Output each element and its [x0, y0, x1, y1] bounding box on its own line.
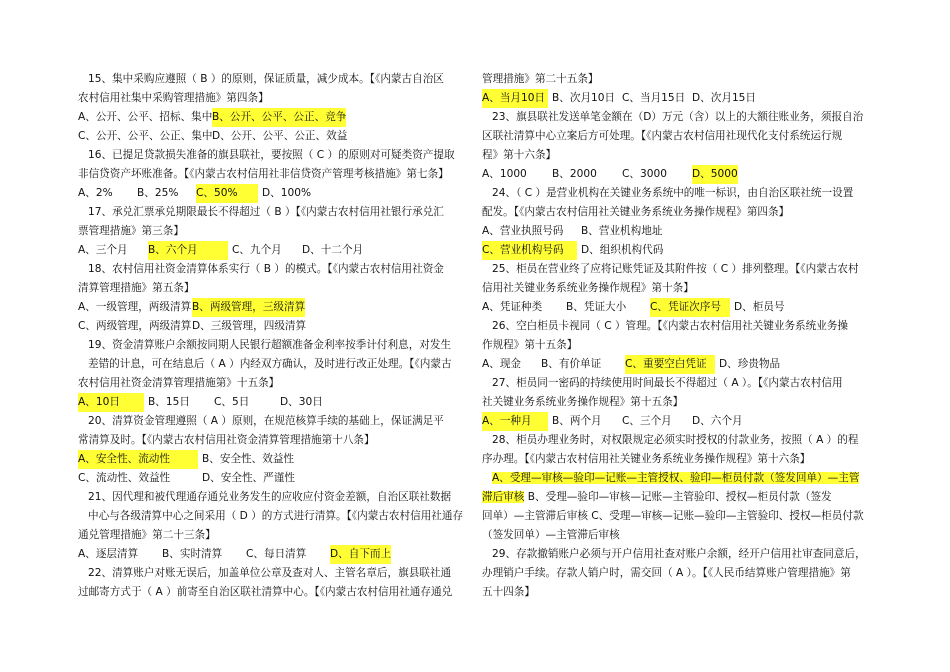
answer-option: C、5日: [214, 396, 250, 408]
correct-answer-highlight: 滞后审核: [482, 491, 525, 503]
question-text-line: [482, 317, 898, 336]
question-text-line: [78, 526, 478, 545]
answer-option: C、三个月: [622, 415, 672, 427]
left-column: [78, 70, 478, 602]
line-text: 26、空白柜员卡视同（ C ）管理。【《内蒙古农村信用社关键业务系统业务操: [492, 320, 849, 332]
answer-options-line: [482, 89, 898, 108]
question-text-line: [78, 89, 478, 108]
line-text: 29、存款撤销账户必须与开户信用社查对账户余额，经开户信用社审查同意后，: [492, 548, 866, 560]
answer-options-line: [78, 393, 478, 412]
line-text: 社关键业务系统业务操作规程》第十五条】: [482, 396, 684, 408]
correct-answer-option: C、重要空白凭证: [625, 355, 715, 374]
question-text-line: [482, 203, 898, 222]
line-text: 序办理。【《内蒙古农村信用社关键业务系统业务操作规程》第十六条】: [482, 453, 811, 465]
line-text: 过邮寄方式于（ A ）前寄至自治区联社清算中心。【《内蒙古农村信用社通存通兑: [78, 586, 453, 598]
question-text-line: [78, 203, 478, 222]
answer-option: D、珍贵物品: [719, 358, 781, 370]
answer-option: A、公开、公平、招标、集中: [78, 111, 213, 123]
answer-option: D、柜员号: [734, 301, 785, 313]
answer-option: C、流动性、效益性: [78, 472, 171, 484]
question-text-line: [482, 374, 898, 393]
correct-answer-option: D、自下而上: [330, 545, 391, 564]
correct-answer-option: A、一种月: [482, 412, 548, 431]
answer-option: A、2%: [78, 187, 113, 199]
line-text: 清算管理措施》第五条】: [78, 282, 195, 294]
question-text-line: [482, 127, 898, 146]
answer-options-line: [482, 355, 898, 374]
line-text: 18、农村信用社资金清算体系实行（ B ）的模式。【《内蒙古农村信用社资金: [88, 263, 444, 275]
answer-option: A、营业执照号码: [482, 225, 564, 237]
question-text-line: [78, 374, 478, 393]
question-text-line: [482, 431, 898, 450]
answer-option: B、2000: [552, 168, 597, 180]
correct-answer-option: B、六个月: [148, 241, 228, 260]
answer-option: D、六个月: [692, 415, 743, 427]
question-text-line: [78, 222, 478, 241]
line-text: 差错的计息，可在结息后（ A ）内经双方确认，及时进行改正处理。【《内蒙古: [88, 358, 452, 370]
line-text: 20、清算资金管理遵照（ A ）原则，在规范核算手续的基础上，保证满足平: [88, 415, 444, 427]
answer-options-line: [482, 222, 898, 241]
answer-option: B、凭证大小: [566, 301, 627, 313]
answer-options-line: [78, 127, 478, 146]
answer-option: D、十二个月: [302, 244, 364, 256]
answer-option: D、公开、公平、公正、效益: [212, 130, 348, 142]
line-text: 管理措施》第二十五条】: [482, 73, 599, 85]
correct-answer-option: D、5000: [692, 165, 738, 184]
answer-options-line: [78, 469, 478, 488]
question-text-line: [482, 507, 898, 526]
line-text: 21、因代理和被代理通存通兑业务发生的应收应付资金差额，自治区联社数据: [88, 491, 452, 503]
line-text: 15、集中采购应遵照（ B ）的原则，保证质量，减少成本。【《内蒙古自治区: [88, 73, 444, 85]
line-text: 19、资金清算账户余额按同期人民银行超额准备金利率按季计付利息，对发生: [88, 339, 452, 351]
answer-option: A、1000: [482, 168, 527, 180]
question-text-line: [78, 412, 478, 431]
answer-option: D、三级管理，四级清算: [192, 320, 307, 332]
question-text-line: [78, 355, 478, 374]
answer-option: B、安全性、效益性: [202, 453, 295, 465]
answer-option: D、安全性、严谨性: [202, 472, 295, 484]
answer-option: B、两个月: [552, 415, 602, 427]
line-text: 17、承兑汇票承兑期限最长不得超过（ B ）【《内蒙古农村信用社银行承兑汇: [88, 206, 444, 218]
answer-option: B、实时清算: [162, 548, 223, 560]
question-text-line: [482, 583, 898, 602]
question-text-line: [78, 70, 478, 89]
question-text-line: [482, 279, 898, 298]
answer-option: D、组织机构代码: [581, 244, 664, 256]
question-text-line: [482, 184, 898, 203]
question-text-line: [482, 336, 898, 355]
answer-options-line: [482, 412, 898, 431]
answer-options-line: [482, 298, 898, 317]
question-text-line: [482, 70, 898, 89]
question-text-line: [78, 431, 478, 450]
answer-options-line: [78, 298, 478, 317]
question-text-line: [482, 393, 898, 412]
correct-answer-option: C、50%: [196, 184, 258, 203]
answer-option: C、两级管理，两级清算: [78, 320, 192, 332]
answer-option: D、次月15日: [692, 92, 757, 104]
question-text-line: [78, 165, 478, 184]
line-text: 程》第十六条】: [482, 149, 557, 161]
answer-option: D、30日: [280, 396, 323, 408]
question-text-line: [78, 564, 478, 583]
line-text: 27、柜员同一密码的持续使用时间最长不得超过（ A ）。【《内蒙古农村信用: [492, 377, 843, 389]
question-text-line: [482, 526, 898, 545]
line-text: 常清算及时。【《内蒙古农村信用社资金清算管理措施第十八条】: [78, 434, 375, 446]
answer-options-line: [78, 184, 478, 203]
answer-option: B、次月10日: [552, 92, 616, 104]
answer-options-line: [482, 241, 898, 260]
line-text: 信用社关键业务系统业务操作规程》第十条】: [482, 282, 694, 294]
line-text: 16、已提足贷款损失准备的旗县联社，要按照（ C ）的原则对可疑类资产提取: [88, 149, 455, 161]
correct-answer-option: C、营业机构号码: [482, 241, 577, 260]
answer-option: A、三个月: [78, 244, 128, 256]
answer-option: B、25%: [137, 187, 179, 199]
correct-answer-option: A、当月10日: [482, 89, 548, 108]
question-text-line: [78, 507, 478, 526]
correct-answer-option: C、凭证次序号: [650, 298, 730, 317]
question-text-line: [78, 336, 478, 355]
correct-answer-option: A、安全性、流动性: [78, 450, 198, 469]
line-text: 回单）—主管滞后审核 C、受理—审核—记账—验印—主管验印、授权—柜员付款: [482, 510, 864, 522]
question-text-line: [78, 583, 478, 602]
answer-option: C、当月15日: [622, 92, 686, 104]
line-text: 农村信用社资金清算管理措施第》十五条】: [78, 377, 280, 389]
question-text-line: [482, 488, 898, 507]
line-text: 区联社清算中心立案后方可处理。【《内蒙古农村信用社现代化支付系统运行规: [482, 130, 843, 142]
question-text-line: [78, 260, 478, 279]
question-text-line: [482, 469, 898, 488]
line-text: 五十四条】: [482, 586, 535, 598]
answer-option: C、九个月: [232, 244, 282, 256]
line-text: 24、（ C ）是营业机构在关键业务系统中的唯一标识，由自治区联社统一设置: [492, 187, 854, 199]
line-text: 25、柜员在营业终了应将记账凭证及其附件按（ C ）排列整理。【《内蒙古农村: [492, 263, 859, 275]
answer-options-line: [78, 545, 478, 564]
correct-answer-option: B、公开、公平、公正、竞争: [212, 108, 346, 127]
answer-option: C、公开、公平、公正、集中: [78, 130, 213, 142]
correct-answer-option: A、10日: [78, 393, 144, 412]
line-text: 农村信用社集中采购管理措施》第四条】: [78, 92, 269, 104]
answer-option: A、现金: [482, 358, 522, 370]
question-text-line: [78, 146, 478, 165]
answer-options-line: [78, 108, 478, 127]
answer-option: A、一级管理，两级清算: [78, 301, 192, 313]
line-text: （签发回单）—主管滞后审核: [482, 529, 620, 541]
line-text: 非信贷资产坏账准备。【《内蒙古农村信用社非信贷资产管理考核措施》第七条】: [78, 168, 449, 180]
answer-options-line: [482, 165, 898, 184]
question-text-line: [482, 146, 898, 165]
answer-options-line: [78, 317, 478, 336]
line-text: 23、旗县联社发送单笔金额在（D）万元（含）以上的大额往账业务，须报自治: [492, 111, 864, 123]
line-text: 配发。【《内蒙古农村信用社关键业务系统业务操作规程》第四条】: [482, 206, 790, 218]
answer-option: B、有价单证: [541, 358, 602, 370]
line-text: 作规程》第十五条】: [482, 339, 578, 351]
line-text: 中心与各级清算中心之间采用（ D ）的方式进行清算。【《内蒙古农村信用社通存: [88, 510, 464, 522]
answer-option: A、凭证种类: [482, 301, 543, 313]
correct-answer-option: B、两级管理，三级清算: [192, 298, 305, 317]
question-text-line: [482, 260, 898, 279]
answer-option: C、每日清算: [246, 548, 307, 560]
question-text-line: [482, 545, 898, 564]
question-text-line: [78, 279, 478, 298]
answer-options-line: [78, 450, 478, 469]
question-text-line: [482, 564, 898, 583]
line-text: 票管理措施》第三条】: [78, 225, 184, 237]
answer-option: C、3000: [622, 168, 667, 180]
question-text-line: [78, 488, 478, 507]
line-text: 28、柜员办理业务时，对权限规定必须实时授权的付款业务，按照（ A ）的程: [492, 434, 859, 446]
answer-option: B、15日: [148, 396, 190, 408]
correct-answer-highlight: A、受理—审核—验印—记账—主管授权、验印—柜员付款（签发回单）—主管: [492, 472, 860, 484]
question-text-line: [482, 450, 898, 469]
answer-option: A、逐层清算: [78, 548, 139, 560]
line-text: 通兑管理措施》第二十三条】: [78, 529, 216, 541]
line-text: 办理销户手续。存款人销户时，需交回（ A ）。【《人民币结算账户管理措施》第: [482, 567, 851, 579]
answer-option: B、营业机构地址: [581, 225, 663, 237]
answer-option: D、100%: [262, 187, 312, 199]
line-text: B、受理—验印—审核—记账—主管验印、授权—柜员付款（签发: [524, 491, 832, 503]
answer-options-line: [78, 241, 478, 260]
line-text: 22、清算账户对账无误后，加盖单位公章及查对人、主管名章后，旗县联社通: [88, 567, 452, 579]
question-text-line: [482, 108, 898, 127]
right-column: [482, 70, 898, 602]
